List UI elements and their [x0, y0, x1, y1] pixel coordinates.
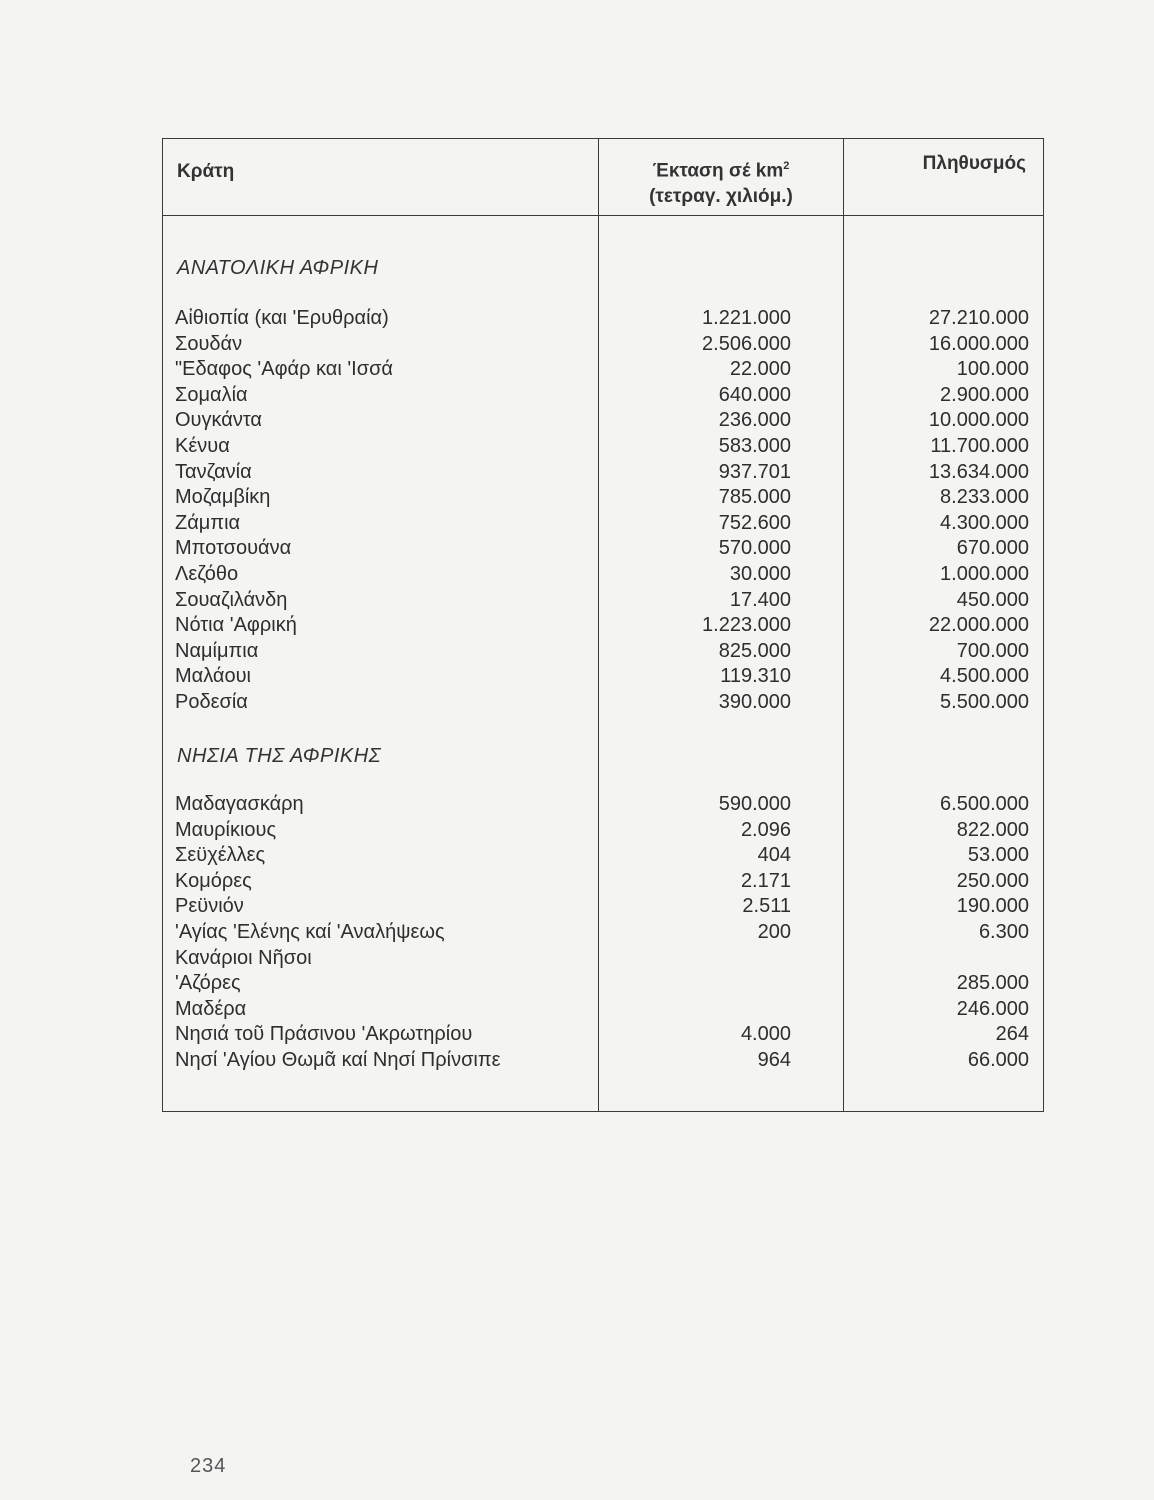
- area-value: 825.000: [718, 639, 791, 662]
- population-value: 10.000.000: [928, 409, 1029, 432]
- table-row: [163, 690, 1043, 716]
- country-name: Νότια 'Αφρική: [175, 614, 297, 637]
- country-name: Ρεϋνιόν: [175, 895, 244, 918]
- population-value: 264: [995, 1023, 1029, 1046]
- country-name: Σουαζιλάνδη: [175, 588, 288, 611]
- population-value: 700.000: [956, 639, 1029, 662]
- table-row: [163, 971, 1043, 997]
- area-value: 390.000: [718, 691, 791, 713]
- country-name: Σουδάν: [175, 332, 243, 355]
- area-value: 2.511: [742, 895, 791, 918]
- area-value: 570.000: [718, 537, 791, 560]
- country-name: Μαυρίκιους: [175, 818, 277, 841]
- country-name: Νησιά τοῦ Πράσινου 'Ακρωτηρίου: [175, 1023, 473, 1046]
- country-name: "Εδαφος 'Αφάρ και 'Ισσά: [175, 358, 393, 381]
- country-name: 'Αζόρες: [175, 972, 241, 995]
- population-value: 2.900.000: [940, 383, 1029, 406]
- table-row: [163, 894, 1043, 920]
- table-row: [163, 946, 1043, 972]
- population-value: 16.000.000: [928, 332, 1029, 355]
- area-value: 640.000: [718, 383, 791, 406]
- country-name: Λεζόθο: [175, 563, 239, 585]
- area-value: 30.000: [729, 563, 791, 585]
- table-row: [163, 383, 1043, 409]
- table-row: [163, 408, 1043, 434]
- population-value: 1.000.000: [940, 563, 1029, 585]
- table-row: [163, 664, 1043, 690]
- table-row: [163, 613, 1043, 639]
- area-value: 2.506.000: [702, 332, 791, 355]
- table-row: [163, 357, 1043, 383]
- table-row: [163, 306, 1043, 332]
- country-name: Μαδέρα: [175, 997, 247, 1020]
- table-row: [163, 434, 1043, 460]
- table-row: [163, 792, 1043, 818]
- population-value: 6.500.000: [940, 793, 1029, 815]
- country-name: Ναμίμπια: [175, 639, 259, 662]
- population-value: 4.300.000: [940, 511, 1029, 534]
- population-value: 27.210.000: [928, 307, 1029, 329]
- country-name: Ροδεσία: [175, 691, 248, 713]
- area-value: 404: [757, 844, 791, 867]
- population-value: 285.000: [956, 972, 1029, 995]
- country-name: Μοζαμβίκη: [175, 486, 271, 509]
- table-row: [163, 536, 1043, 562]
- table-row: [163, 460, 1043, 486]
- table-row: [163, 332, 1043, 358]
- population-value: 822.000: [956, 818, 1029, 841]
- country-name: Ουγκάντα: [175, 409, 262, 432]
- area-value: 119.310: [720, 665, 791, 688]
- data-table: [162, 138, 1044, 1112]
- population-value: 450.000: [956, 588, 1029, 611]
- country-name: Κομόρες: [175, 869, 252, 892]
- table-row: [163, 511, 1043, 537]
- population-value: 4.500.000: [940, 665, 1029, 688]
- table-row: [163, 843, 1043, 869]
- country-name: Νησί 'Αγίου Θωμᾶ καί Νησί Πρίνσιπε: [175, 1049, 501, 1071]
- table-row: [163, 485, 1043, 511]
- area-value: 236.000: [718, 409, 791, 432]
- country-name: Μαλάουι: [175, 665, 251, 688]
- area-value: 964: [757, 1049, 791, 1071]
- header-area: [599, 153, 843, 210]
- area-value: 752.600: [718, 511, 791, 534]
- population-value: 66.000: [967, 1049, 1029, 1071]
- header-area-line1: Έκταση σέ km: [652, 160, 784, 182]
- table-row: [163, 869, 1043, 895]
- table-row: [163, 1048, 1043, 1074]
- country-name: Μαδαγασκάρη: [175, 793, 304, 815]
- country-name: Κένυα: [175, 435, 230, 457]
- page-number: 234: [190, 1455, 227, 1477]
- area-value: 583.000: [718, 435, 791, 457]
- area-value: 22.000: [729, 358, 791, 381]
- area-value: 2.171: [740, 869, 791, 892]
- population-value: 250.000: [956, 869, 1029, 892]
- area-value: 785.000: [718, 486, 791, 509]
- table-row: [163, 1022, 1043, 1048]
- population-value: 53.000: [967, 844, 1029, 867]
- population-value: 670.000: [956, 537, 1029, 560]
- area-value: 1.221.000: [702, 307, 791, 329]
- table-row: [163, 562, 1043, 588]
- area-value: 2.096: [740, 818, 791, 841]
- section-title: ΑΝΑΤΟΛΙΚΗ ΑΦΡΙΚΗ: [177, 257, 379, 279]
- population-value: 246.000: [956, 997, 1029, 1020]
- section-title: ΝΗΣΙΑ ΤΗΣ ΑΦΡΙΚΗΣ: [177, 745, 382, 767]
- population-value: 11.700.000: [930, 435, 1029, 457]
- area-value: 4.000: [740, 1023, 791, 1046]
- country-name: Σομαλία: [175, 383, 248, 406]
- population-value: 190.000: [956, 895, 1029, 918]
- country-name: Ζάμπια: [175, 511, 241, 534]
- area-value: 17.400: [729, 588, 791, 611]
- table-row: [163, 997, 1043, 1023]
- population-value: 6.300: [978, 921, 1029, 943]
- table-row: [163, 818, 1043, 844]
- population-value: 5.500.000: [940, 691, 1029, 713]
- area-value: 1.223.000: [702, 614, 791, 637]
- table-row: [163, 639, 1043, 665]
- header-divider: [163, 215, 1043, 216]
- country-name: Τανζανία: [175, 460, 252, 483]
- header-area-superscript: 2: [783, 160, 790, 172]
- country-name: Σεϋχέλλες: [175, 844, 266, 867]
- population-value: 22.000.000: [928, 614, 1029, 637]
- area-value: 937.701: [718, 460, 791, 483]
- country-name: 'Αγίας 'Ελένης καί 'Αναλήψεως: [175, 921, 445, 943]
- country-name: Κανάριοι Νῆσοι: [175, 946, 312, 969]
- header-population: Πληθυσμός: [922, 153, 1026, 174]
- population-value: 100.000: [956, 358, 1029, 381]
- area-value: 590.000: [718, 793, 791, 815]
- country-name: Μποτσουάνα: [175, 537, 292, 560]
- header-area-line2: (τετραγ. χιλιόμ.): [649, 186, 793, 208]
- header-states: Κράτη: [177, 161, 235, 182]
- country-name: Αἰθιοπία (και 'Ερυθραία): [175, 307, 389, 329]
- population-value: 13.634.000: [928, 460, 1029, 483]
- table-row: [163, 920, 1043, 946]
- table-row: [163, 588, 1043, 614]
- area-value: 200: [757, 921, 791, 943]
- population-value: 8.233.000: [940, 486, 1029, 509]
